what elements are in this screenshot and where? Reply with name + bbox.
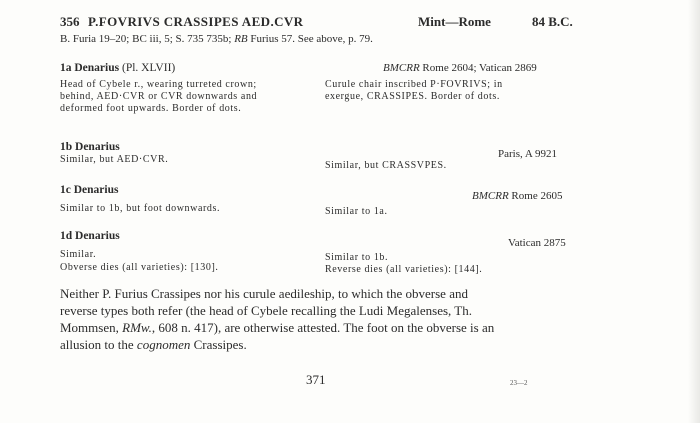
- entry-1d-obverse-2: Obverse dies (all varieties): [130].: [60, 262, 219, 273]
- reference-prefix: B. Furia 19–20; BC iii, 5; S. 735 735b;: [60, 33, 232, 45]
- entry-1d-reverse-1: Similar to 1b.: [325, 252, 389, 263]
- entry-number: 356: [60, 14, 80, 29]
- entry-1c-label: 1c Denarius: [60, 184, 119, 196]
- entry-1b-label: 1b Denarius: [60, 141, 120, 153]
- entry-1b-ref: Paris, A 9921: [498, 148, 557, 160]
- entry-1a-reverse-1: Curule chair inscribed P·FOVRIVS; in: [325, 79, 503, 90]
- entry-1a-obverse-3: deformed foot upwards. Border of dots.: [60, 103, 242, 114]
- reference-line: [60, 33, 373, 45]
- entry-1a-obverse-1: Head of Cybele r., wearing turreted crown;: [60, 79, 257, 90]
- entry-1a-ref: BMCRR Rome 2604; Vatican 2869: [383, 62, 537, 74]
- commentary-line-1: Neither P. Furius Crassipes nor his curule aedileship, to which the obverse and: [60, 286, 468, 301]
- reference-rb: RB: [234, 33, 248, 45]
- entry-1d-reverse-2: Reverse dies (all varieties): [144].: [325, 264, 483, 275]
- entry-1b-obverse: Similar, but AED·CVR.: [60, 154, 169, 165]
- entry-1a-obverse-2: behind, AED·CVR or CVR downwards and: [60, 91, 258, 102]
- entry-1c-reverse: Similar to 1a.: [325, 206, 388, 217]
- signature-mark: 23—2: [510, 379, 528, 387]
- entry-1d-obverse-1: Similar.: [60, 249, 97, 260]
- commentary-line-4: allusion to the cognomen Crassipes.: [60, 337, 247, 352]
- entry-1a-plate: (Pl. XLVII): [121, 62, 176, 74]
- commentary-line-2: reverse types both refer (the head of Cybele recalling the Ludi Megalenses, Th.: [60, 303, 472, 318]
- commentary-line-3: Mommsen, RMw., 608 n. 417), are otherwise attested. The foot on the obverse is an: [60, 320, 495, 335]
- entry-1c-ref: BMCRR Rome 2605: [472, 190, 563, 202]
- reference-suffix: Furius 57. See above, p. 79.: [250, 33, 373, 45]
- mint-label: Mint—Rome: [418, 14, 491, 29]
- entry-1d-label: 1d Denarius: [60, 230, 120, 242]
- entry-1b-reverse: Similar, but CRASSVPES.: [325, 160, 447, 171]
- page-number: 371: [306, 372, 326, 387]
- entry-1a-reverse-2: exergue, CRASSIPES. Border of dots.: [325, 91, 500, 102]
- moneyer-title: P.FOVRIVS CRASSIPES AED.CVR: [88, 14, 304, 29]
- entry-1a-label: 1a Denarius (Pl. XLVII): [60, 62, 176, 74]
- page-edge-shadow: [688, 0, 700, 423]
- date-label: 84 B.C.: [532, 14, 573, 29]
- entry-1d-ref: Vatican 2875: [508, 237, 566, 249]
- entry-1c-obverse: Similar to 1b, but foot downwards.: [60, 203, 221, 214]
